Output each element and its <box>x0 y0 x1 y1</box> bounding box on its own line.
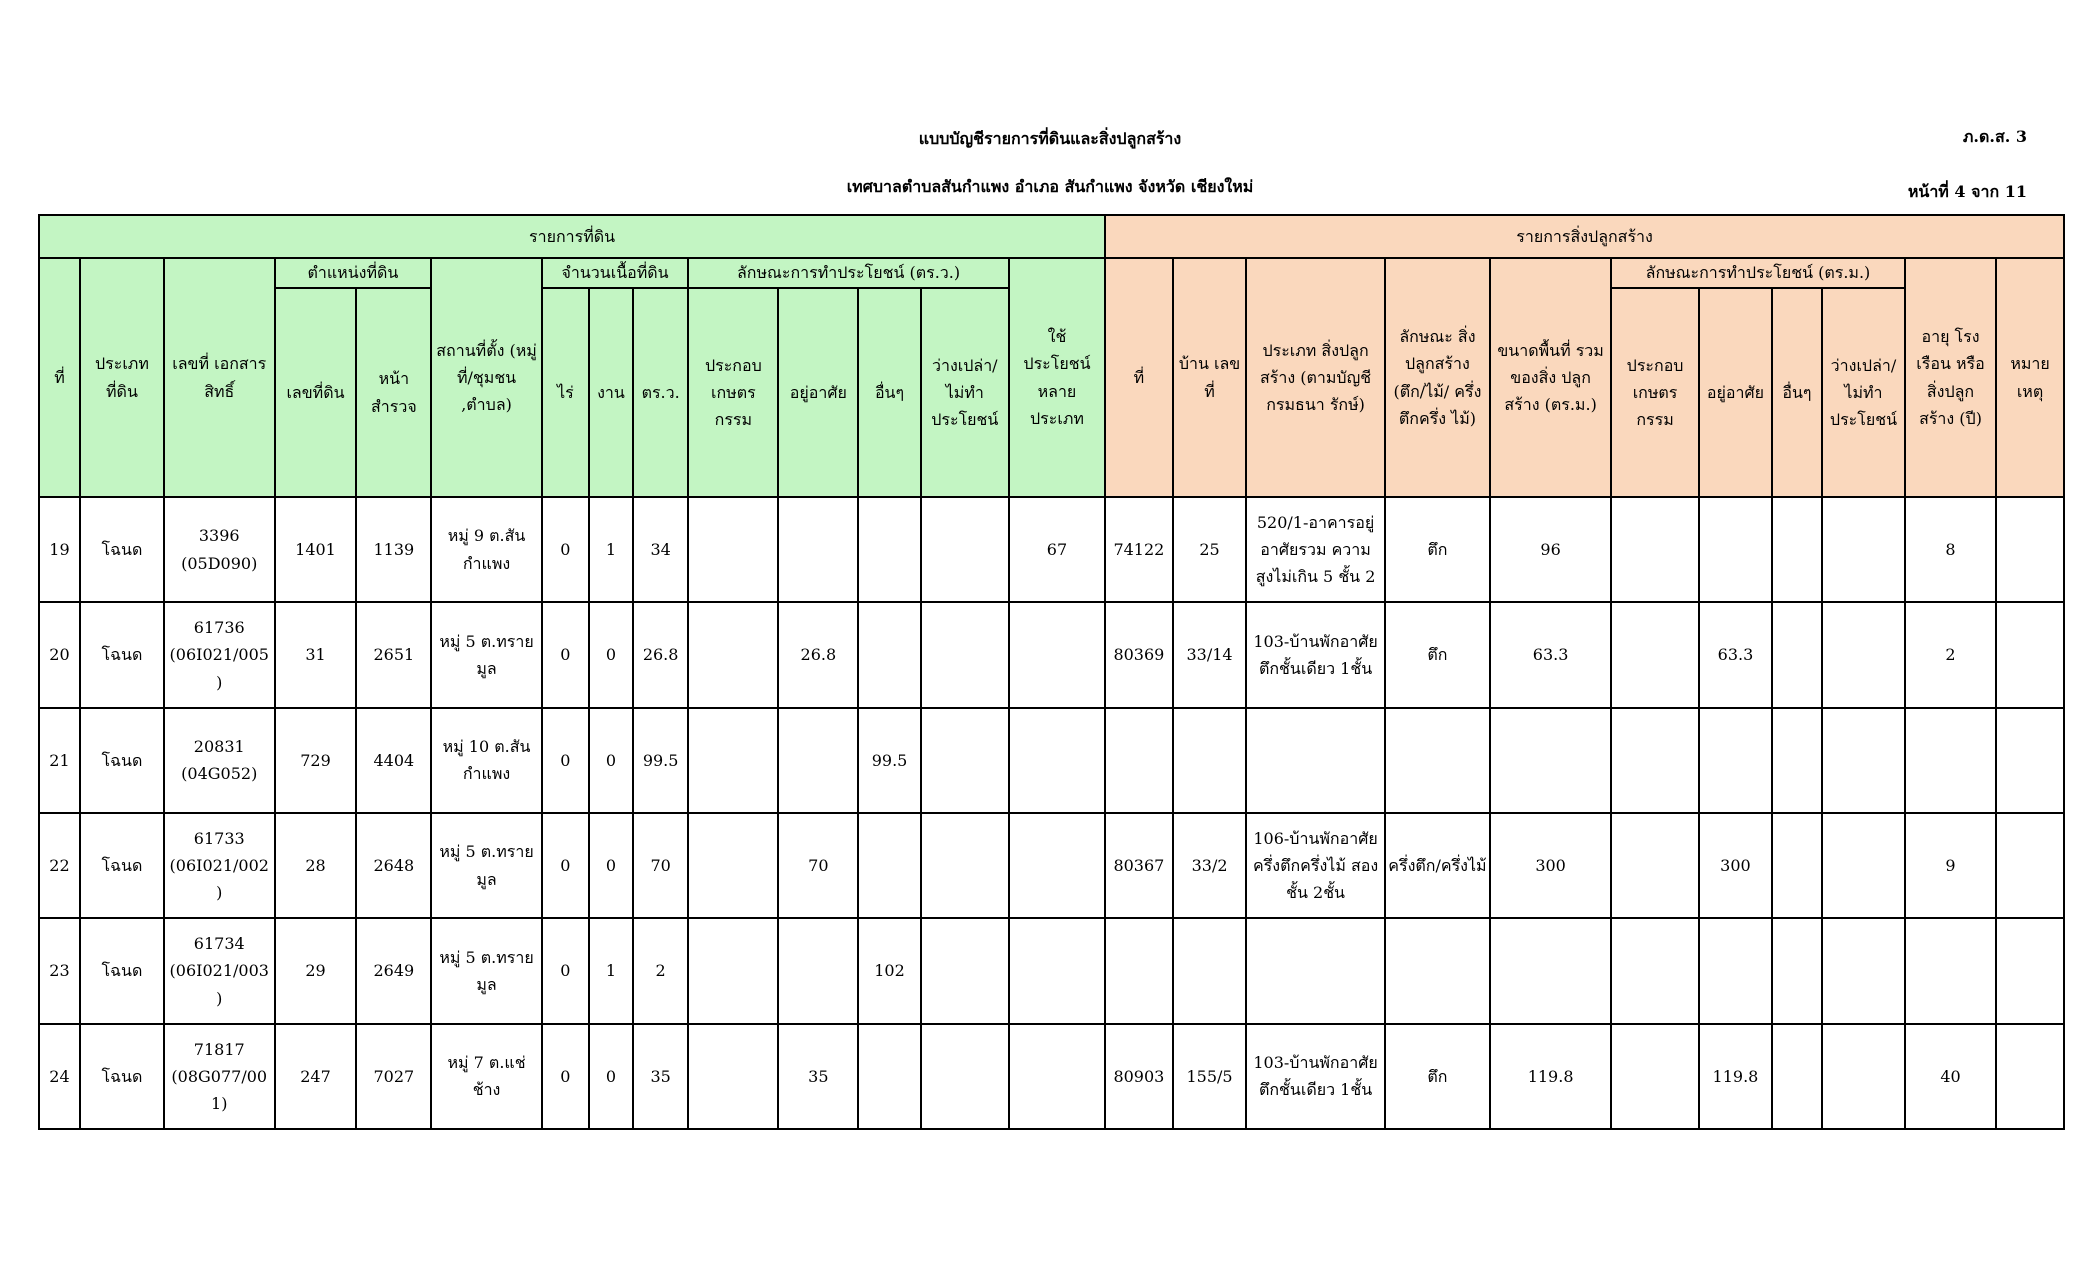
cell-land-residential: 35 <box>778 1024 858 1129</box>
cell-age: 8 <box>1905 497 1996 602</box>
cell-sq-wa: 2 <box>633 918 688 1023</box>
col-remark: หมาย เหตุ <box>1996 258 2064 497</box>
table-row <box>39 497 2064 602</box>
cell-land-type: โฉนด <box>80 708 164 813</box>
municipality-subtitle: เทศบาลตำบลสันกำแพง อำเภอ สันกำแพง จังหวัด เชียงใหม่ <box>846 177 1254 196</box>
cell-building-agri <box>1611 1024 1699 1129</box>
cell-building-residential: 300 <box>1699 813 1772 918</box>
cell-location: หมู่ 7 ต.แช่ช้าง <box>431 1024 542 1129</box>
cell-land-type: โฉนด <box>80 602 164 707</box>
cell-building-type: 520/1-อาคารอยู่ อาศัยรวม ความ สูงไม่เกิน 5 ชั้น 2 <box>1246 497 1384 602</box>
cell-no: 23 <box>39 918 80 1023</box>
col-parcel-no: เลขที่ดิน <box>275 288 357 497</box>
cell-land-agri <box>688 602 778 707</box>
cell-sq-wa: 70 <box>633 813 688 918</box>
cell-sq-wa: 99.5 <box>633 708 688 813</box>
col-building-no: ที่ <box>1105 258 1173 497</box>
cell-land-agri <box>688 1024 778 1129</box>
cell-location: หมู่ 5 ต.ทราย มูล <box>431 813 542 918</box>
cell-land-other: 102 <box>858 918 920 1023</box>
cell-land-type: โฉนด <box>80 918 164 1023</box>
land-section-header: รายการที่ดิน <box>39 215 1105 258</box>
cell-building-other <box>1772 602 1822 707</box>
col-building-other: อื่นๆ <box>1772 288 1822 497</box>
cell-rai: 0 <box>542 813 589 918</box>
cell-land-vacant <box>921 918 1009 1023</box>
cell-no: 21 <box>39 708 80 813</box>
cell-no: 24 <box>39 1024 80 1129</box>
cell-building-vacant <box>1822 602 1905 707</box>
cell-building-other <box>1772 708 1822 813</box>
col-building-vacant: ว่างเปล่า/ ไม่ทำ ประโยชน์ <box>1822 288 1905 497</box>
cell-building-kind <box>1385 918 1490 1023</box>
cell-multi-use <box>1009 602 1105 707</box>
cell-parcel-no: 28 <box>275 813 357 918</box>
cell-land-vacant <box>921 602 1009 707</box>
cell-multi-use <box>1009 813 1105 918</box>
group-building-use: ลักษณะการทำประโยชน์ (ตร.ม.) <box>1611 258 1905 288</box>
group-land-use: ลักษณะการทำประโยชน์ (ตร.ว.) <box>688 258 1009 288</box>
cell-land-vacant <box>921 813 1009 918</box>
cell-land-agri <box>688 813 778 918</box>
cell-building-kind: ตึก <box>1385 1024 1490 1129</box>
cell-remark <box>1996 708 2064 813</box>
cell-land-agri <box>688 708 778 813</box>
cell-house-no: 155/5 <box>1173 1024 1247 1129</box>
cell-building-area: 63.3 <box>1490 602 1611 707</box>
cell-building-area: 300 <box>1490 813 1611 918</box>
cell-building-residential <box>1699 497 1772 602</box>
cell-land-other: 99.5 <box>858 708 920 813</box>
cell-remark <box>1996 918 2064 1023</box>
cell-building-other <box>1772 497 1822 602</box>
col-land-other: อื่นๆ <box>858 288 920 497</box>
cell-land-residential: 26.8 <box>778 602 858 707</box>
cell-multi-use: 67 <box>1009 497 1105 602</box>
cell-survey-page: 7027 <box>356 1024 431 1129</box>
cell-location: หมู่ 5 ต.ทราย มูล <box>431 602 542 707</box>
col-multi-use: ใช้ ประโยชน์ หลาย ประเภท <box>1009 258 1105 497</box>
cell-survey-page: 1139 <box>356 497 431 602</box>
col-building-residential: อยู่อาศัย <box>1699 288 1772 497</box>
cell-land-type: โฉนด <box>80 497 164 602</box>
col-sq-wa: ตร.ว. <box>633 288 688 497</box>
cell-survey-page: 2651 <box>356 602 431 707</box>
cell-building-agri <box>1611 813 1699 918</box>
col-land-vacant: ว่างเปล่า/ ไม่ทำ ประโยชน์ <box>921 288 1009 497</box>
building-section-header: รายการสิ่งปลูกสร้าง <box>1105 215 2064 258</box>
col-building-area: ขนาดพื้นที่ รวม ของสิ่ง ปลูกสร้าง (ตร.ม.) <box>1490 258 1611 497</box>
cell-house-no <box>1173 918 1247 1023</box>
cell-doc-no: 71817 (08G077/001) <box>164 1024 275 1129</box>
cell-age: 40 <box>1905 1024 1996 1129</box>
cell-building-agri <box>1611 708 1699 813</box>
cell-building-agri <box>1611 918 1699 1023</box>
cell-building-vacant <box>1822 497 1905 602</box>
cell-rai: 0 <box>542 602 589 707</box>
col-building-agri: ประกอบ เกษตร กรรม <box>1611 288 1699 497</box>
cell-house-no: 33/14 <box>1173 602 1247 707</box>
cell-location: หมู่ 10 ต.สัน กำแพง <box>431 708 542 813</box>
cell-multi-use <box>1009 918 1105 1023</box>
cell-building-no: 80367 <box>1105 813 1173 918</box>
cell-building-residential: 119.8 <box>1699 1024 1772 1129</box>
cell-ngan: 1 <box>589 497 633 602</box>
col-location: สถานที่ตั้ง (หมู่ที่/ชุมชน ,ตำบล) <box>431 258 542 497</box>
cell-sq-wa: 35 <box>633 1024 688 1129</box>
cell-parcel-no: 29 <box>275 918 357 1023</box>
cell-land-residential <box>778 918 858 1023</box>
cell-building-residential <box>1699 918 1772 1023</box>
page-number: หน้าที่ 4 จาก 11 <box>1907 182 2027 201</box>
table-row <box>39 918 2064 1023</box>
col-age: อายุ โรงเรือน หรือ สิ่งปลูก สร้าง (ปี) <box>1905 258 1996 497</box>
col-rai: ไร่ <box>542 288 589 497</box>
cell-building-no: 74122 <box>1105 497 1173 602</box>
cell-parcel-no: 31 <box>275 602 357 707</box>
cell-rai: 0 <box>542 918 589 1023</box>
cell-land-type: โฉนด <box>80 813 164 918</box>
col-building-type: ประเภท สิ่งปลูกสร้าง (ตามบัญชี กรมธนา รักษ์) <box>1246 258 1384 497</box>
cell-no: 19 <box>39 497 80 602</box>
form-title: แบบบัญชีรายการที่ดินและสิ่งปลูกสร้าง <box>918 129 1182 148</box>
cell-location: หมู่ 5 ต.ทราย มูล <box>431 918 542 1023</box>
cell-building-no: 80369 <box>1105 602 1173 707</box>
cell-building-type <box>1246 708 1384 813</box>
col-doc-no: เลขที่ เอกสาร สิทธิ์ <box>164 258 275 497</box>
cell-parcel-no: 247 <box>275 1024 357 1129</box>
cell-location: หมู่ 9 ต.สัน กำแพง <box>431 497 542 602</box>
cell-land-residential <box>778 497 858 602</box>
cell-remark <box>1996 497 2064 602</box>
col-survey-page: หน้า สำรวจ <box>356 288 431 497</box>
cell-doc-no: 61734 (06I021/003) <box>164 918 275 1023</box>
cell-building-no <box>1105 918 1173 1023</box>
cell-survey-page: 2649 <box>356 918 431 1023</box>
cell-doc-no: 20831 (04G052) <box>164 708 275 813</box>
cell-building-vacant <box>1822 708 1905 813</box>
cell-building-area: 96 <box>1490 497 1611 602</box>
cell-ngan: 0 <box>589 1024 633 1129</box>
cell-no: 20 <box>39 602 80 707</box>
cell-land-residential <box>778 708 858 813</box>
cell-building-no <box>1105 708 1173 813</box>
cell-multi-use <box>1009 1024 1105 1129</box>
cell-age: 2 <box>1905 602 1996 707</box>
cell-no: 22 <box>39 813 80 918</box>
col-land-agri: ประกอบ เกษตร กรรม <box>688 288 778 497</box>
cell-ngan: 0 <box>589 813 633 918</box>
cell-doc-no: 3396 (05D090) <box>164 497 275 602</box>
table-row <box>39 602 2064 707</box>
cell-building-type <box>1246 918 1384 1023</box>
cell-land-vacant <box>921 497 1009 602</box>
table-row <box>39 708 2064 813</box>
cell-remark <box>1996 1024 2064 1129</box>
cell-building-agri <box>1611 497 1699 602</box>
col-ngan: งาน <box>589 288 633 497</box>
cell-sq-wa: 26.8 <box>633 602 688 707</box>
cell-building-other <box>1772 1024 1822 1129</box>
form-code: ภ.ด.ส. 3 <box>1962 127 2027 146</box>
cell-house-no: 33/2 <box>1173 813 1247 918</box>
cell-land-other <box>858 497 920 602</box>
cell-remark <box>1996 813 2064 918</box>
cell-ngan: 1 <box>589 918 633 1023</box>
cell-building-kind: ตึก <box>1385 602 1490 707</box>
cell-land-vacant <box>921 708 1009 813</box>
col-land-type: ประเภท ที่ดิน <box>80 258 164 497</box>
cell-house-no <box>1173 708 1247 813</box>
cell-building-no: 80903 <box>1105 1024 1173 1129</box>
cell-rai: 0 <box>542 708 589 813</box>
cell-building-kind: ตึก <box>1385 497 1490 602</box>
cell-building-vacant <box>1822 813 1905 918</box>
cell-age <box>1905 918 1996 1023</box>
cell-building-other <box>1772 813 1822 918</box>
cell-land-agri <box>688 918 778 1023</box>
cell-land-other <box>858 602 920 707</box>
cell-remark <box>1996 602 2064 707</box>
cell-building-kind <box>1385 708 1490 813</box>
cell-land-vacant <box>921 1024 1009 1129</box>
cell-house-no: 25 <box>1173 497 1247 602</box>
cell-building-other <box>1772 918 1822 1023</box>
cell-parcel-no: 1401 <box>275 497 357 602</box>
cell-land-residential: 70 <box>778 813 858 918</box>
cell-building-type: 106-บ้านพักอาศัย ครึ่งตึกครึ่งไม้ สองชั้น 2ชั้น <box>1246 813 1384 918</box>
cell-building-type: 103-บ้านพักอาศัย ตึกชั้นเดียว 1ชั้น <box>1246 602 1384 707</box>
cell-building-area <box>1490 918 1611 1023</box>
cell-age <box>1905 708 1996 813</box>
cell-building-vacant <box>1822 918 1905 1023</box>
table-row <box>39 1024 2064 1129</box>
cell-land-type: โฉนด <box>80 1024 164 1129</box>
cell-land-agri <box>688 497 778 602</box>
cell-multi-use <box>1009 708 1105 813</box>
land-building-register-table <box>38 214 2065 1130</box>
cell-ngan: 0 <box>589 602 633 707</box>
cell-sq-wa: 34 <box>633 497 688 602</box>
cell-survey-page: 4404 <box>356 708 431 813</box>
cell-doc-no: 61733 (06I021/002) <box>164 813 275 918</box>
cell-building-area <box>1490 708 1611 813</box>
cell-building-vacant <box>1822 1024 1905 1129</box>
cell-building-area: 119.8 <box>1490 1024 1611 1129</box>
cell-age: 9 <box>1905 813 1996 918</box>
cell-land-other <box>858 1024 920 1129</box>
cell-building-kind: ครึ่งตึก/ครึ่งไม้ <box>1385 813 1490 918</box>
cell-ngan: 0 <box>589 708 633 813</box>
cell-survey-page: 2648 <box>356 813 431 918</box>
group-land-position: ตำแหน่งที่ดิน <box>275 258 432 288</box>
cell-building-residential: 63.3 <box>1699 602 1772 707</box>
cell-rai: 0 <box>542 497 589 602</box>
cell-building-type: 103-บ้านพักอาศัย ตึกชั้นเดียว 1ชั้น <box>1246 1024 1384 1129</box>
cell-rai: 0 <box>542 1024 589 1129</box>
group-land-area: จำนวนเนื้อที่ดิน <box>542 258 688 288</box>
cell-doc-no: 61736 (06I021/005) <box>164 602 275 707</box>
cell-building-residential <box>1699 708 1772 813</box>
col-land-residential: อยู่อาศัย <box>778 288 858 497</box>
cell-building-agri <box>1611 602 1699 707</box>
cell-parcel-no: 729 <box>275 708 357 813</box>
col-building-kind: ลักษณะ สิ่ง ปลูกสร้าง (ตึก/ไม้/ ครึ่งตึกครึ่ง ไม้) <box>1385 258 1490 497</box>
col-no: ที่ <box>39 258 80 497</box>
col-house-no: บ้าน เลขที่ <box>1173 258 1247 497</box>
table-row <box>39 813 2064 918</box>
cell-land-other <box>858 813 920 918</box>
